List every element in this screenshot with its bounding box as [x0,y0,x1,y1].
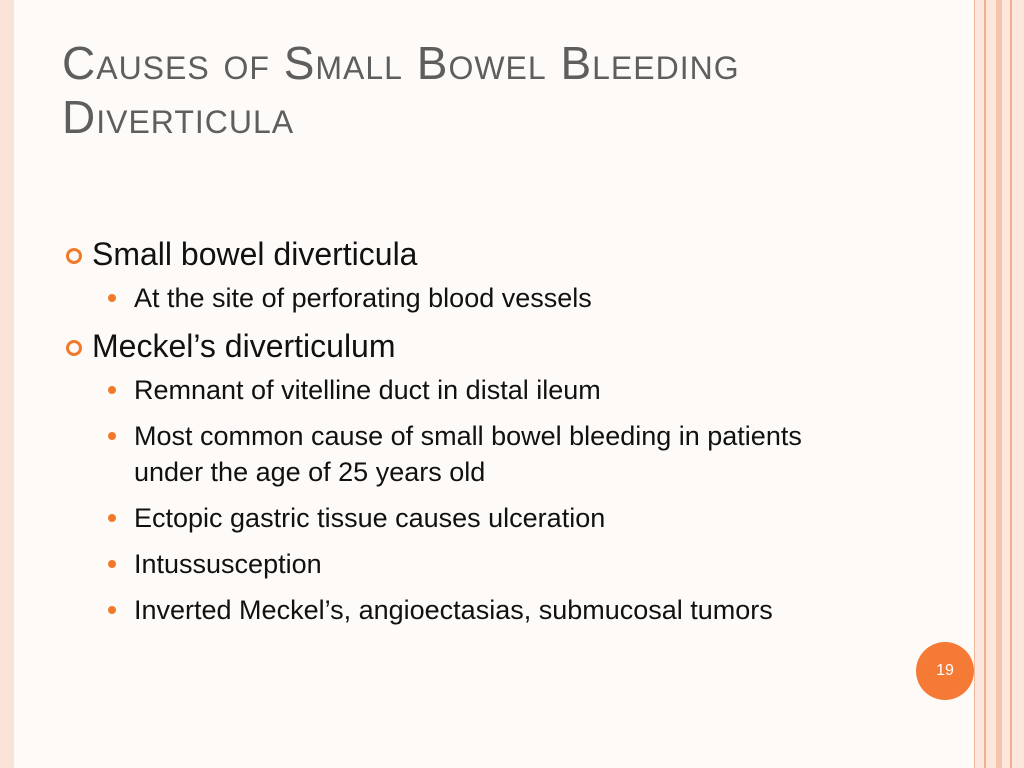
sub-bullet-item [104,372,854,408]
bullet-item [62,326,922,366]
sub-bullet-text: Remnant of vitelline duct in distal ileum [134,375,601,405]
sub-bullet-text: Inverted Meckel’s, angioectasias, submucosal tumors [134,595,773,625]
sub-bullet-item [104,592,854,628]
sub-bullet-item [104,418,854,490]
orange-ring-bullet-icon [66,248,82,264]
sub-bullet-item [104,546,854,582]
sub-bullet-text: Ectopic gastric tissue causes ulceration [134,503,606,533]
sub-bullet-text: Intussusception [134,549,322,579]
page-number-badge: 19 [916,642,974,700]
bullet-list [62,234,922,638]
orange-dot-bullet-icon [108,432,116,440]
title-line-2: Diverticula [62,91,295,143]
orange-dot-bullet-icon [108,294,116,302]
sub-bullet-item [104,500,854,536]
sub-bullet-text: At the site of perforating blood vessels [134,283,592,313]
orange-ring-bullet-icon [66,340,82,356]
orange-dot-bullet-icon [108,514,116,522]
right-stripe-decoration [975,0,1024,768]
title-line-1: Causes of Small Bowel Bleeding [62,37,740,89]
bullet-text: Small bowel diverticula [92,236,418,272]
bullet-item [62,234,922,274]
bullet-text: Meckel’s diverticulum [92,328,396,364]
orange-dot-bullet-icon [108,386,116,394]
sub-bullet-text: Most common cause of small bowel bleeding in patients under the age of 25 years old [134,421,802,487]
slide-title [62,36,942,144]
left-border-decoration [0,0,15,768]
orange-dot-bullet-icon [108,606,116,614]
orange-dot-bullet-icon [108,560,116,568]
sub-bullet-item [104,280,854,316]
